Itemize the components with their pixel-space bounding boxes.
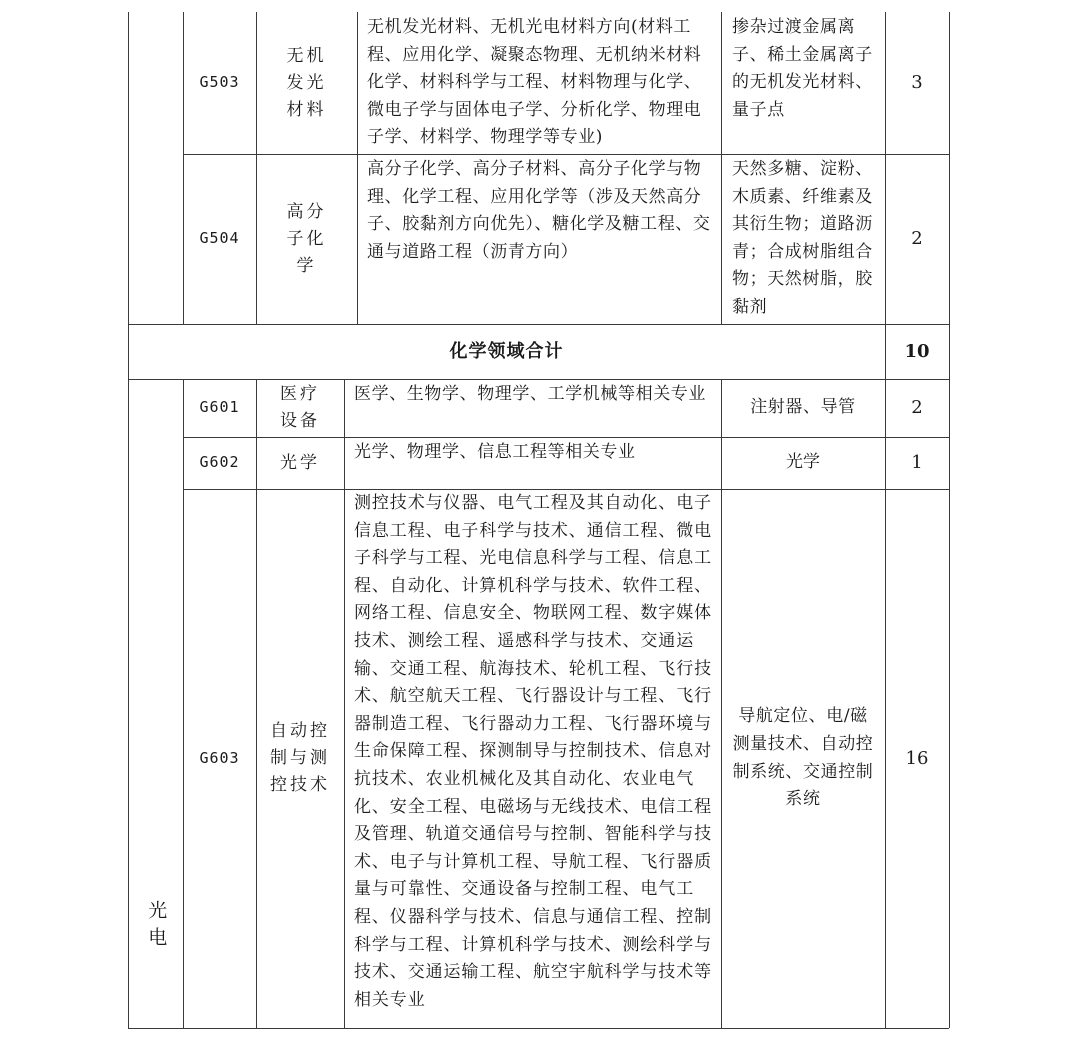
row-target: 光学 bbox=[786, 452, 820, 473]
field-label-text: 光电 bbox=[145, 900, 168, 954]
row-count: 1 bbox=[911, 452, 923, 474]
row-count: 2 bbox=[911, 397, 923, 419]
row-name: 光学 bbox=[280, 452, 320, 473]
grid-line bbox=[721, 379, 722, 1028]
grid-line bbox=[128, 379, 949, 380]
row-count: 2 bbox=[911, 228, 923, 250]
grid-line bbox=[183, 437, 949, 438]
field-label bbox=[128, 900, 183, 1000]
row-code: G503 bbox=[199, 73, 240, 92]
row-code: G602 bbox=[199, 453, 240, 472]
grid-line bbox=[256, 12, 257, 324]
row-specialties: 医学、生物学、物理学、工学机械等相关专业 bbox=[354, 384, 706, 404]
row-count: 16 bbox=[905, 747, 929, 769]
row-name: 自动控制与测控技术 bbox=[270, 721, 330, 795]
row-name: 无机发光材料 bbox=[286, 45, 327, 120]
row-target: 掺杂过渡金属离子、稀土金属离子的无机发光材料、量子点 bbox=[732, 17, 873, 120]
grid-line bbox=[128, 324, 949, 325]
grid-line bbox=[128, 12, 129, 1028]
row-target: 注射器、导管 bbox=[750, 397, 856, 418]
row-specialties: 光学、物理学、信息工程等相关专业 bbox=[354, 442, 636, 462]
row-target: 导航定位、电/磁测量技术、自动控制系统、交通控制系统 bbox=[732, 706, 874, 810]
subtotal-count: 10 bbox=[904, 340, 930, 362]
grid-line bbox=[183, 154, 949, 155]
row-code: G603 bbox=[199, 748, 240, 767]
row-specialties: 测控技术与仪器、电气工程及其自动化、电子信息工程、电子科学与技术、通信工程、微电子科学与工程、光电信息科学与工程、信息工程、自动化、计算机科学与技术、软件工程、网络工程、信息安全、物联网工程、数字媒体技术、测绘工程、遥感科学与技术、交通运输、交通工程、航海技术、轮机工程、飞行技术、航空航天工程、飞行器设计与工程、飞行器制造工程、飞行器动力工程、飞行器环境与生命保障工程、探测制导与控制技术、信息对抗技术、农业机械化及其自动化、农业电气化、安全工程、电磁场与无线技术、电信工程及管理、轨道交通信号与控制、智能科学与技术、电子与计算机工程、导航工程、飞行器质量与可靠性、交通设备与控制工程、电气工程、仪器科学与技术、信息与通信工程、控制科学与工程、计算机科学与技术、测绘科学与技术、交通运输工程、航空宇航科学与技术等相关专业 bbox=[354, 493, 712, 1010]
row-specialties: 高分子化学、高分子材料、高分子化学与物理、化学工程、应用化学等（涉及天然高分子、胶黏剂方向优先）、糖化学及糖工程、交通与道路工程（沥青方向） bbox=[367, 159, 711, 262]
grid-line bbox=[949, 12, 950, 1028]
grid-line bbox=[344, 379, 345, 1028]
grid-line bbox=[357, 12, 358, 324]
grid-line bbox=[183, 489, 949, 490]
grid-line bbox=[721, 12, 722, 324]
row-code: G504 bbox=[199, 229, 240, 248]
grid-line bbox=[183, 379, 184, 1028]
row-name: 医疗设备 bbox=[280, 384, 320, 431]
row-count: 3 bbox=[911, 72, 923, 94]
grid-line bbox=[256, 379, 257, 1028]
subtotal-label: 化学领域合计 bbox=[449, 340, 564, 362]
row-specialties: 无机发光材料、无机光电材料方向(材料工程、应用化学、凝聚态物理、无机纳米材料化学、材料科学与工程、材料物理与化学、微电子学与固体电子学、分析化学、物理电子学、材料学、物理学等专业) bbox=[367, 17, 702, 148]
row-name: 高分子化学 bbox=[286, 201, 327, 276]
row-code: G601 bbox=[199, 398, 240, 417]
grid-line bbox=[128, 1028, 949, 1029]
grid-line bbox=[885, 12, 886, 1028]
grid-line bbox=[183, 12, 184, 324]
row-target: 天然多糖、淀粉、木质素、纤维素及其衍生物；道路沥青；合成树脂组合物；天然树脂，胶黏剂 bbox=[732, 159, 873, 317]
